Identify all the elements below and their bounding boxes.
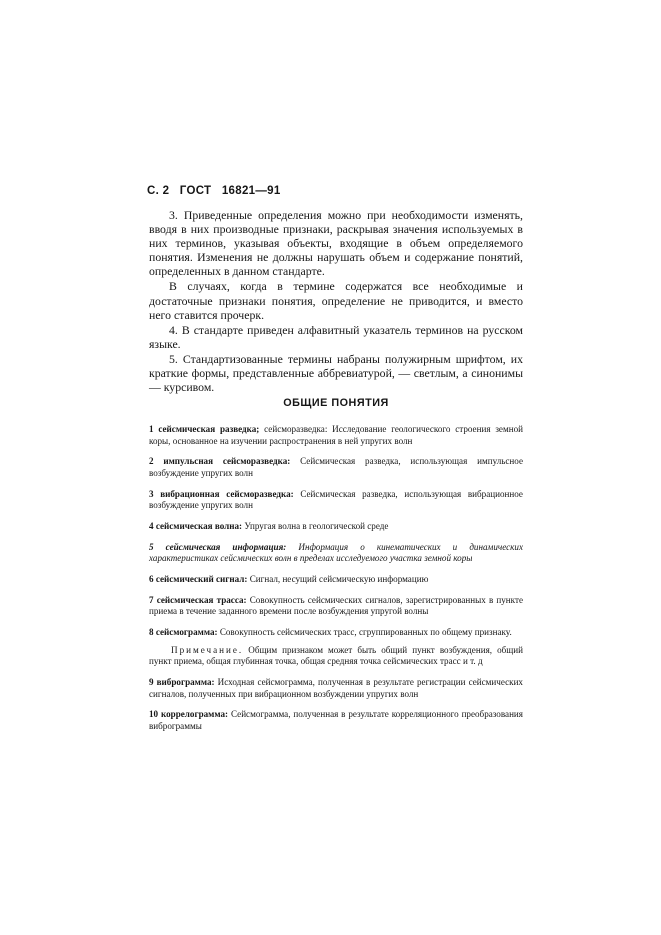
term-definition: Упругая волна в геологической среде — [242, 520, 389, 531]
term-definition: Сейсмическая разведка, использующая вибрационное возбуждение упругих волн — [149, 488, 523, 511]
section-title: ОБЩИЕ ПОНЯТИЯ — [283, 397, 389, 409]
term-name: сейсмограмма: — [155, 627, 218, 638]
term-number: 10 — [149, 709, 159, 720]
term-entry — [149, 489, 523, 512]
term-definition: Информация о кинематических и динамических характеристиках сейсмических волн в пределах исследуемого участка земной коры — [149, 541, 523, 564]
term-definition: Сейсмограмма, полученная в результате корреляционного преобразования виброграммы — [149, 709, 523, 731]
term-entry — [149, 424, 523, 447]
term-definition: сейсморазведка: Исследование геологического строения земной коры, основанное на изучении распространения в ней упругих волн — [149, 424, 523, 446]
term-entry — [149, 595, 523, 618]
term-name: сейсмическая трасса: — [156, 594, 247, 605]
term-entry — [149, 456, 523, 479]
term-number: 9 — [149, 677, 154, 688]
page-number: С. 2 — [147, 185, 170, 197]
term-number: 1 — [149, 424, 154, 434]
term-name: сейсмическая информация: — [165, 541, 287, 552]
note — [149, 645, 523, 668]
term-definition: Сейсмическая разведка, использующая импульсное возбуждение упругих волн — [149, 456, 523, 478]
term-number: 8 — [149, 627, 154, 638]
term-definition: Сигнал, несущий сейсмическую информацию — [247, 573, 429, 584]
intro-paragraph: 5. Стандартизованные термины набраны полужирным шрифтом, их краткие формы, представленные аббревиатурой, — светлым, а синонимы — курсивом. — [149, 351, 523, 395]
page-header — [147, 185, 447, 197]
term-entry — [149, 521, 523, 533]
term-entry — [149, 677, 523, 700]
standard-label: ГОСТ — [179, 185, 212, 197]
term-name: вибрационная сейсморазведка: — [160, 488, 294, 499]
note-text: Общим признаком может быть общий пункт возбуждения, общий пункт приема, общая глубинная точка, общая средняя точка сейсмических трасс и т. д — [149, 644, 523, 667]
term-entry — [149, 709, 523, 732]
term-definition: Исходная сейсмограмма, полученная в результате регистрации сейсмических сигналов, полученных при вибрационном возбуждении упругих волн — [149, 677, 523, 699]
intro-paragraph: 3. Приведенные определения можно при необходимости изменять, вводя в них производные признаки, раскрывая значения используемых в них терминов, указывая объекты, входящие в объем определяемого понятия. Изменения не должны нарушать объем и содержание понятий, определенных в данном стандарте. — [149, 208, 523, 279]
term-name: виброграмма: — [156, 677, 215, 688]
term-number: 2 — [149, 456, 154, 467]
terms-list — [149, 424, 523, 742]
term-number: 5 — [149, 541, 154, 552]
term-name: импульсная сейсморазведка: — [163, 456, 291, 467]
intro-paragraph: 4. В стандарте приведен алфавитный указатель терминов на русском языке. — [149, 322, 523, 351]
term-entry — [149, 542, 523, 565]
term-name: сейсмический сигнал: — [155, 573, 248, 584]
term-entry — [149, 627, 523, 639]
term-definition: Совокупность сейсмических трасс, сгруппированных по общему признаку. — [217, 627, 512, 638]
term-number: 7 — [149, 594, 154, 605]
term-definition: Совокупность сейсмических сигналов, зарегистрированных в пункте приема в течение заданного времени после возбуждения упругой волны — [149, 594, 523, 617]
standard-number: 16821—91 — [221, 185, 281, 197]
term-number: 4 — [149, 520, 154, 531]
term-name: коррелограмма: — [160, 709, 229, 720]
term-number: 6 — [149, 573, 154, 584]
intro-paragraph: В случаях, когда в термине содержатся все необходимые и достаточные признаки понятия, определение не приводится, и вместо него ставится прочерк. — [149, 279, 523, 322]
term-name: сейсмическая разведка; — [158, 424, 260, 434]
intro-text — [149, 208, 523, 395]
term-number: 3 — [149, 488, 154, 499]
term-name: сейсмическая волна: — [155, 520, 243, 531]
term-entry — [149, 574, 523, 586]
note-label: Примечание. — [171, 644, 244, 655]
